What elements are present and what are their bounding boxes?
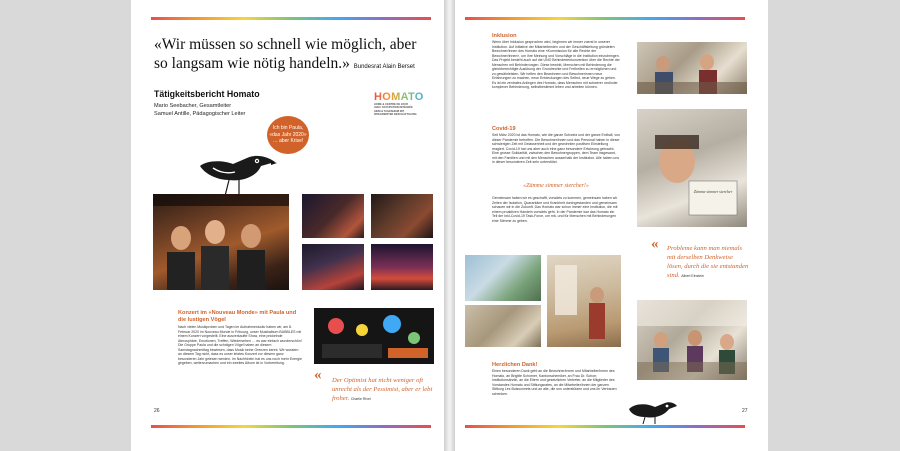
logo-line-1: HOME & CENTRE DE JOUR (374, 103, 409, 106)
logo-line-2: AVEC OCCUPATION INTÉGRÉE (374, 106, 413, 110)
quote-source: Bundesrat Alain Berset (353, 64, 415, 70)
pull-quote-right (667, 244, 749, 281)
pull-quote-right-text: Probleme kann man niemals mit derselben Denkweise lösen, durch die sie entstanden sind. (667, 245, 749, 279)
thanks-title: Herzlichen Dank! (492, 362, 538, 368)
rainbow-rule-bottom-right (465, 425, 745, 428)
article-title: Konzert im «Nouveau Monde» mit Paula und die lustigen Vögel (178, 310, 297, 323)
concert-photo-band (371, 194, 433, 238)
homato-logo (374, 91, 432, 116)
rainbow-rule-top (151, 17, 431, 20)
hallway-photo (547, 255, 621, 347)
authors (154, 102, 245, 118)
author-1: Mario Seebacher, Gesamtleiter (154, 103, 232, 109)
pull-quote-author: Charlie Rivel (350, 397, 371, 401)
report-title: Tätigkeitsbericht Homato (154, 89, 260, 99)
covid-text: Seit März 2020 ist das Homato, wie die ganze Schweiz und der ganze Erdball, von dieser Pandemie betroffen. Die Bewohner/innen und das Personal haben in dieser schwierigen Zeit mit Gelassenheit und der gewohnten positiven Einstellung reagiert. Covid-19 hat uns aber auch eine ganz besondere Erfahrung gebracht. Eine grosse Solidarität, zwischen den Bewohnergruppen, dem Team insgesamt, mit den Familien und mit den Menschen ausserhalb der Institution. Alle haben uns in dieser besonderen Zeit sehr unterstützt. (492, 133, 620, 164)
inklusion-text: Wenn über Inklusion gesprochen wird, beginnen wir immer zuerst in unserer Institution. Auf Initiative der Mitarbeitenden und der Geschäftsleitung gründeten Bewohner/innen des Homato eine «Kommission für alle Rechte der Bewohner/innen», um ihre Meinung und Vorschläge in die Institution einzubringen. Das Projekt besteht auch auf die UNO Behindertenkonvention über die Rechte der Menschen mit Behinderungen. Diese bewirkt, Menschen mit Behinderung die gleichberechtigte Ausübung der Grundrechte und Freiheiten zu ermöglichen und zu gewährleisten. Wir helfen den Bewohnern und Bewohnerinnen neue Erfahrungen zu machen, neue Entdeckungen des Selbst, neue Wege zu gehen. Es ist ein zentrales Anliegen des Homato, dass Menschen mit schwerer und/oder komplexer Behinderung, selbstbestimmt leben und arbeiten können. (492, 40, 620, 89)
headline-quote (154, 35, 434, 77)
logo-line-4: INTEGRIERTER BESCHÄFTIGUNG (374, 112, 417, 116)
meeting-photo (637, 42, 747, 94)
page-number-left: 26 (154, 408, 160, 414)
logo-line-3: HEIM & TAGESHEIM MIT (374, 109, 405, 113)
speech-bubble-text: Ich bin Paula, «das Jahr 2020» … aber Krise! (269, 125, 307, 145)
group-photo-outdoor (465, 255, 541, 301)
right-page (455, 0, 768, 451)
bird-illustration (195, 146, 277, 200)
group-photo-table (465, 305, 541, 347)
pull-quote-mark: « (314, 367, 322, 383)
inklusion-title: Inklusion (492, 33, 517, 39)
page-gutter (444, 0, 455, 451)
concert-photo-audience (371, 244, 433, 290)
concert-photo-main (153, 194, 289, 290)
page-number-right: 27 (742, 408, 748, 414)
article-text: Nach vielen Musikproben und Tagen im Aufnahmestudio haben wir, am 8. Februar 2020 im Nouveau Monde in Fribourg, unser Musikalbum BUBBLES mit einem Konzert vorgestellt. Eine ausverkaufte Show, eine prickelnde Atmosphäre, Emotionen, Treffen, Wiedersehen … es war einfach wunderschön! Die Gruppe Paula und die schrägen Vögel haben an diesem Samstagnachmittag bewiesen, dass Musik keine Grenzen kennt. Wir wussten an diesem Tag nicht, dass es unser letztes Konzert vor diesem ganz besonderen Jahr gelesen werden. Im Nachhinein hat es uns noch mehr Energie gegeben, weiterzumachen und ein zweites Album ist in Vorbereitung. (178, 325, 302, 365)
pull-quote (332, 376, 436, 404)
pull-quote-text: Der Optimist hat nicht weniger oft unrecht als der Pessimist, aber er lebt froher. (332, 377, 433, 402)
logo-wordmark: HOMATO (374, 91, 424, 103)
author-2: Samuel Antille, Pädagogischer Leiter (154, 111, 246, 117)
pull-quote-right-author: Albert Einstein (681, 274, 704, 278)
concert-photo-stage (302, 244, 364, 290)
thanks-text: Einen besonderen Dank geht an die Bewohner/innen und Mitarbeiter/innen des Homato, an Brigitte Schorner, Kantonschemiker, an Frau Dr. Schorr, Institutionsärztin, an die Eltern und gesetzlichen Vertreter, an die Mitglieder des Vorstandes Homato und Stiftungsrates, an die Mitarbeiter/innen der ganzen Stiftung Les Buissonnets und an alle, die uns unterstützen und uns ihr Vertrauen schenken. (492, 369, 617, 396)
bird-illustration-small (625, 397, 677, 425)
left-page (131, 0, 444, 451)
concert-photo-singer (302, 194, 364, 238)
rainbow-rule-bottom (151, 425, 431, 428)
selfie-sign-photo (637, 109, 747, 227)
rainbow-rule-top-right (465, 17, 745, 20)
covid-title: Covid-19 (492, 126, 516, 132)
photo-sign-text: Zämme simmer stercher (693, 189, 733, 194)
covid-text-2: Gemeinsam haben wir es geschafft, vorwärts zu kommen, gemeinsam haben wir Zeiten der Isolation, Quarantäne und Krankheit durchgestanden und gemeinsam schauen wir in die Zukunft. Das Homato war schon immer eine Institution, die mit einem proaktiven Handeln vorwärts geht. In der Pandemie war das Homato ein Teil der Inkl-Covid-19 Task-Force, um mit- und für Menschen mit Behinderungen eine Stimme zu geben. (492, 196, 618, 223)
meeting-photo-2 (637, 300, 747, 380)
headline-quote-text: «Wir müssen so schnell wie möglich, aber so langsam wie nötig handeln.» (154, 36, 417, 72)
pull-quote-mark-right: « (651, 236, 659, 252)
bubbles-poster-photo (314, 308, 434, 364)
motto: «Zämme simmer stercher!» (523, 183, 589, 189)
